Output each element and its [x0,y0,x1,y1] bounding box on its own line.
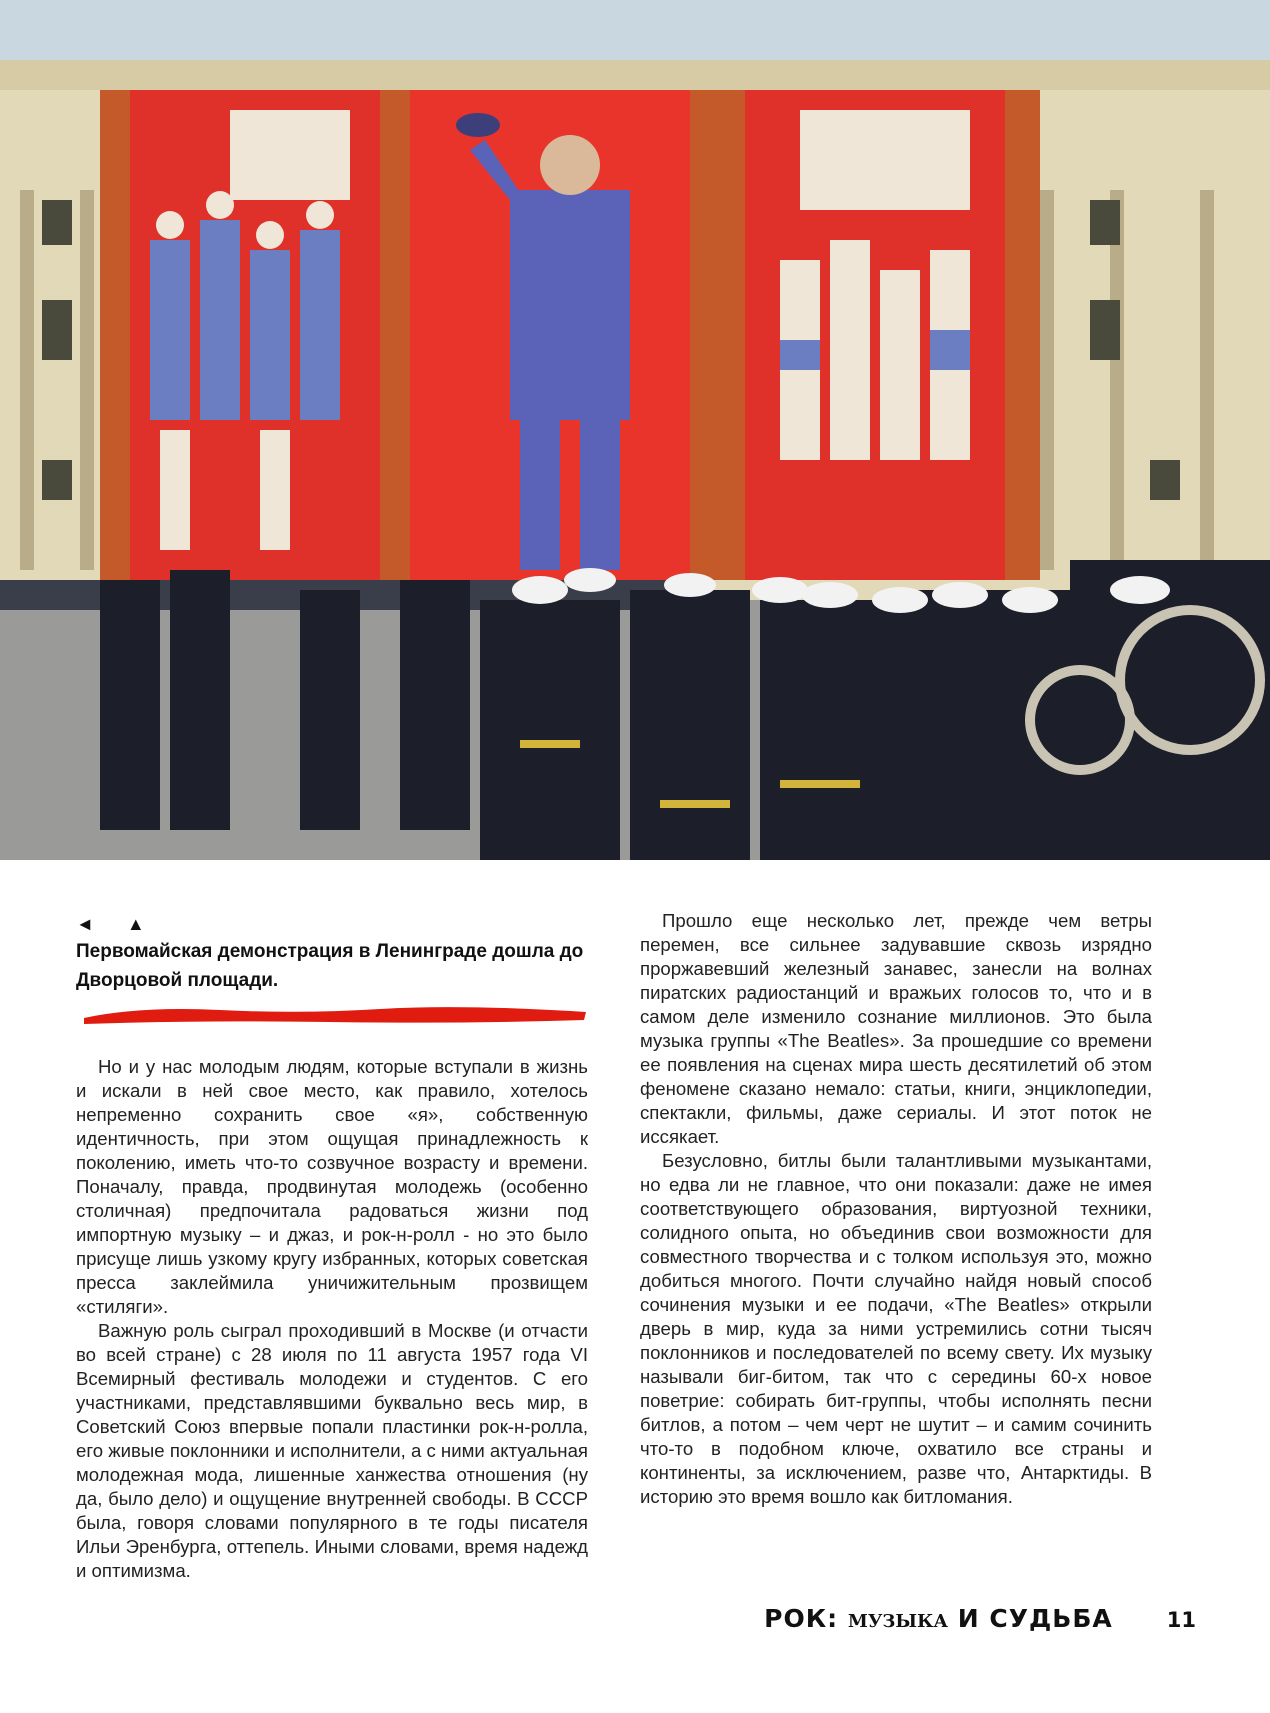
magazine-title-part3: И СУДЬБА [948,1604,1113,1633]
right-column [640,909,1152,1509]
left-paragraph-2: Важную роль сыграл проходивший в Москве (и отчасти во всей стране) с 28 июля по 11 августа 1957 года VI Всемирный фестиваль молодежи и студентов. С его участниками, представлявшими буквально весь мир, в Советский Союз впервые попали пластинки рок-н-ролла, его живые поклонники и исполнители, а с ними актуальная молодежная мода, лишенные ханжества отношения (ну да, было дело) и ощущение внутренней свободы. В СССР была, говоря словами популярного в те годы писателя Ильи Эренбурга, оттепель. Иными словами, время надежд и оптимизма. [76,1320,588,1581]
page-number: 11 [1166,1608,1196,1632]
red-brush-stroke [80,1000,590,1028]
page-footer [764,1604,1196,1633]
magazine-title [764,1604,1113,1633]
right-paragraph-1: Прошло еще несколько лет, прежде чем ветры перемен, все сильнее задувавшие сквозь изрядно проржавевший железный занавес, занесли на волнах пиратских радиостанций и вражьих голосов то, что и в самом деле изменило сознание миллионов. Это была музыка группы «The Beatles». За прошедшие со времени ее появления на сценах мира шесть десятилетий об этом феномене сказано немало: статьи, книги, энциклопедии, спектакли, фильмы, даже сериалы. И этот поток не иссякает. [640,910,1152,1147]
caption-arrows: ◄ ▲ [76,914,159,934]
magazine-title-part2: МУЗЫКА [847,1611,949,1632]
magazine-title-part1: РОК: [764,1604,848,1633]
left-column [76,1055,588,1583]
left-paragraph-1: Но и у нас молодым людям, которые вступали в жизнь и искали в ней свое место, как правило, хотелось непременно сохранить свое «я», собственную идентичность, при этом ощущая принадлежность к поколению, иметь что-то созвучное возрасту и времени. Поначалу, правда, продвинутая молодежь (особенно столичная) предпочитала радоваться жизни под импортную музыку – и джаз, и рок-н-ролл - но это было присуще лишь узкому кругу избранных, которых советская пресса заклеймила уничижительным прозвищем «стиляги». [76,1056,588,1317]
photo-caption: Первомайская демонстрация в Ленинграде дошла до Дворцовой площади. [76,941,584,991]
right-paragraph-2: Безусловно, битлы были талантливыми музыкантами, но едва ли не главное, что они показали: даже не имея соответствующего образования, виртуозной техники, солидного опыта, но объединив свои возможности для совместного творчества и с толком используя это, можно добиться многого. Почти случайно найдя новый способ сочинения музыки и ее подачи, «The Beatles» открыли дверь в мир, куда за ними устремились сотни тысяч поклонников и последователей по всему свету. Их музыку называли биг-битом, так что с середины 60-х новое поветрие: собирать бит-группы, чтобы исполнять песни битлов, а потом – чем черт не шутит – и самим сочинить что-то в подобном ключе, охватило все страны и континенты, за исключением, разве что, Антарктиды. В историю это время вошло как битломания. [640,1150,1152,1507]
